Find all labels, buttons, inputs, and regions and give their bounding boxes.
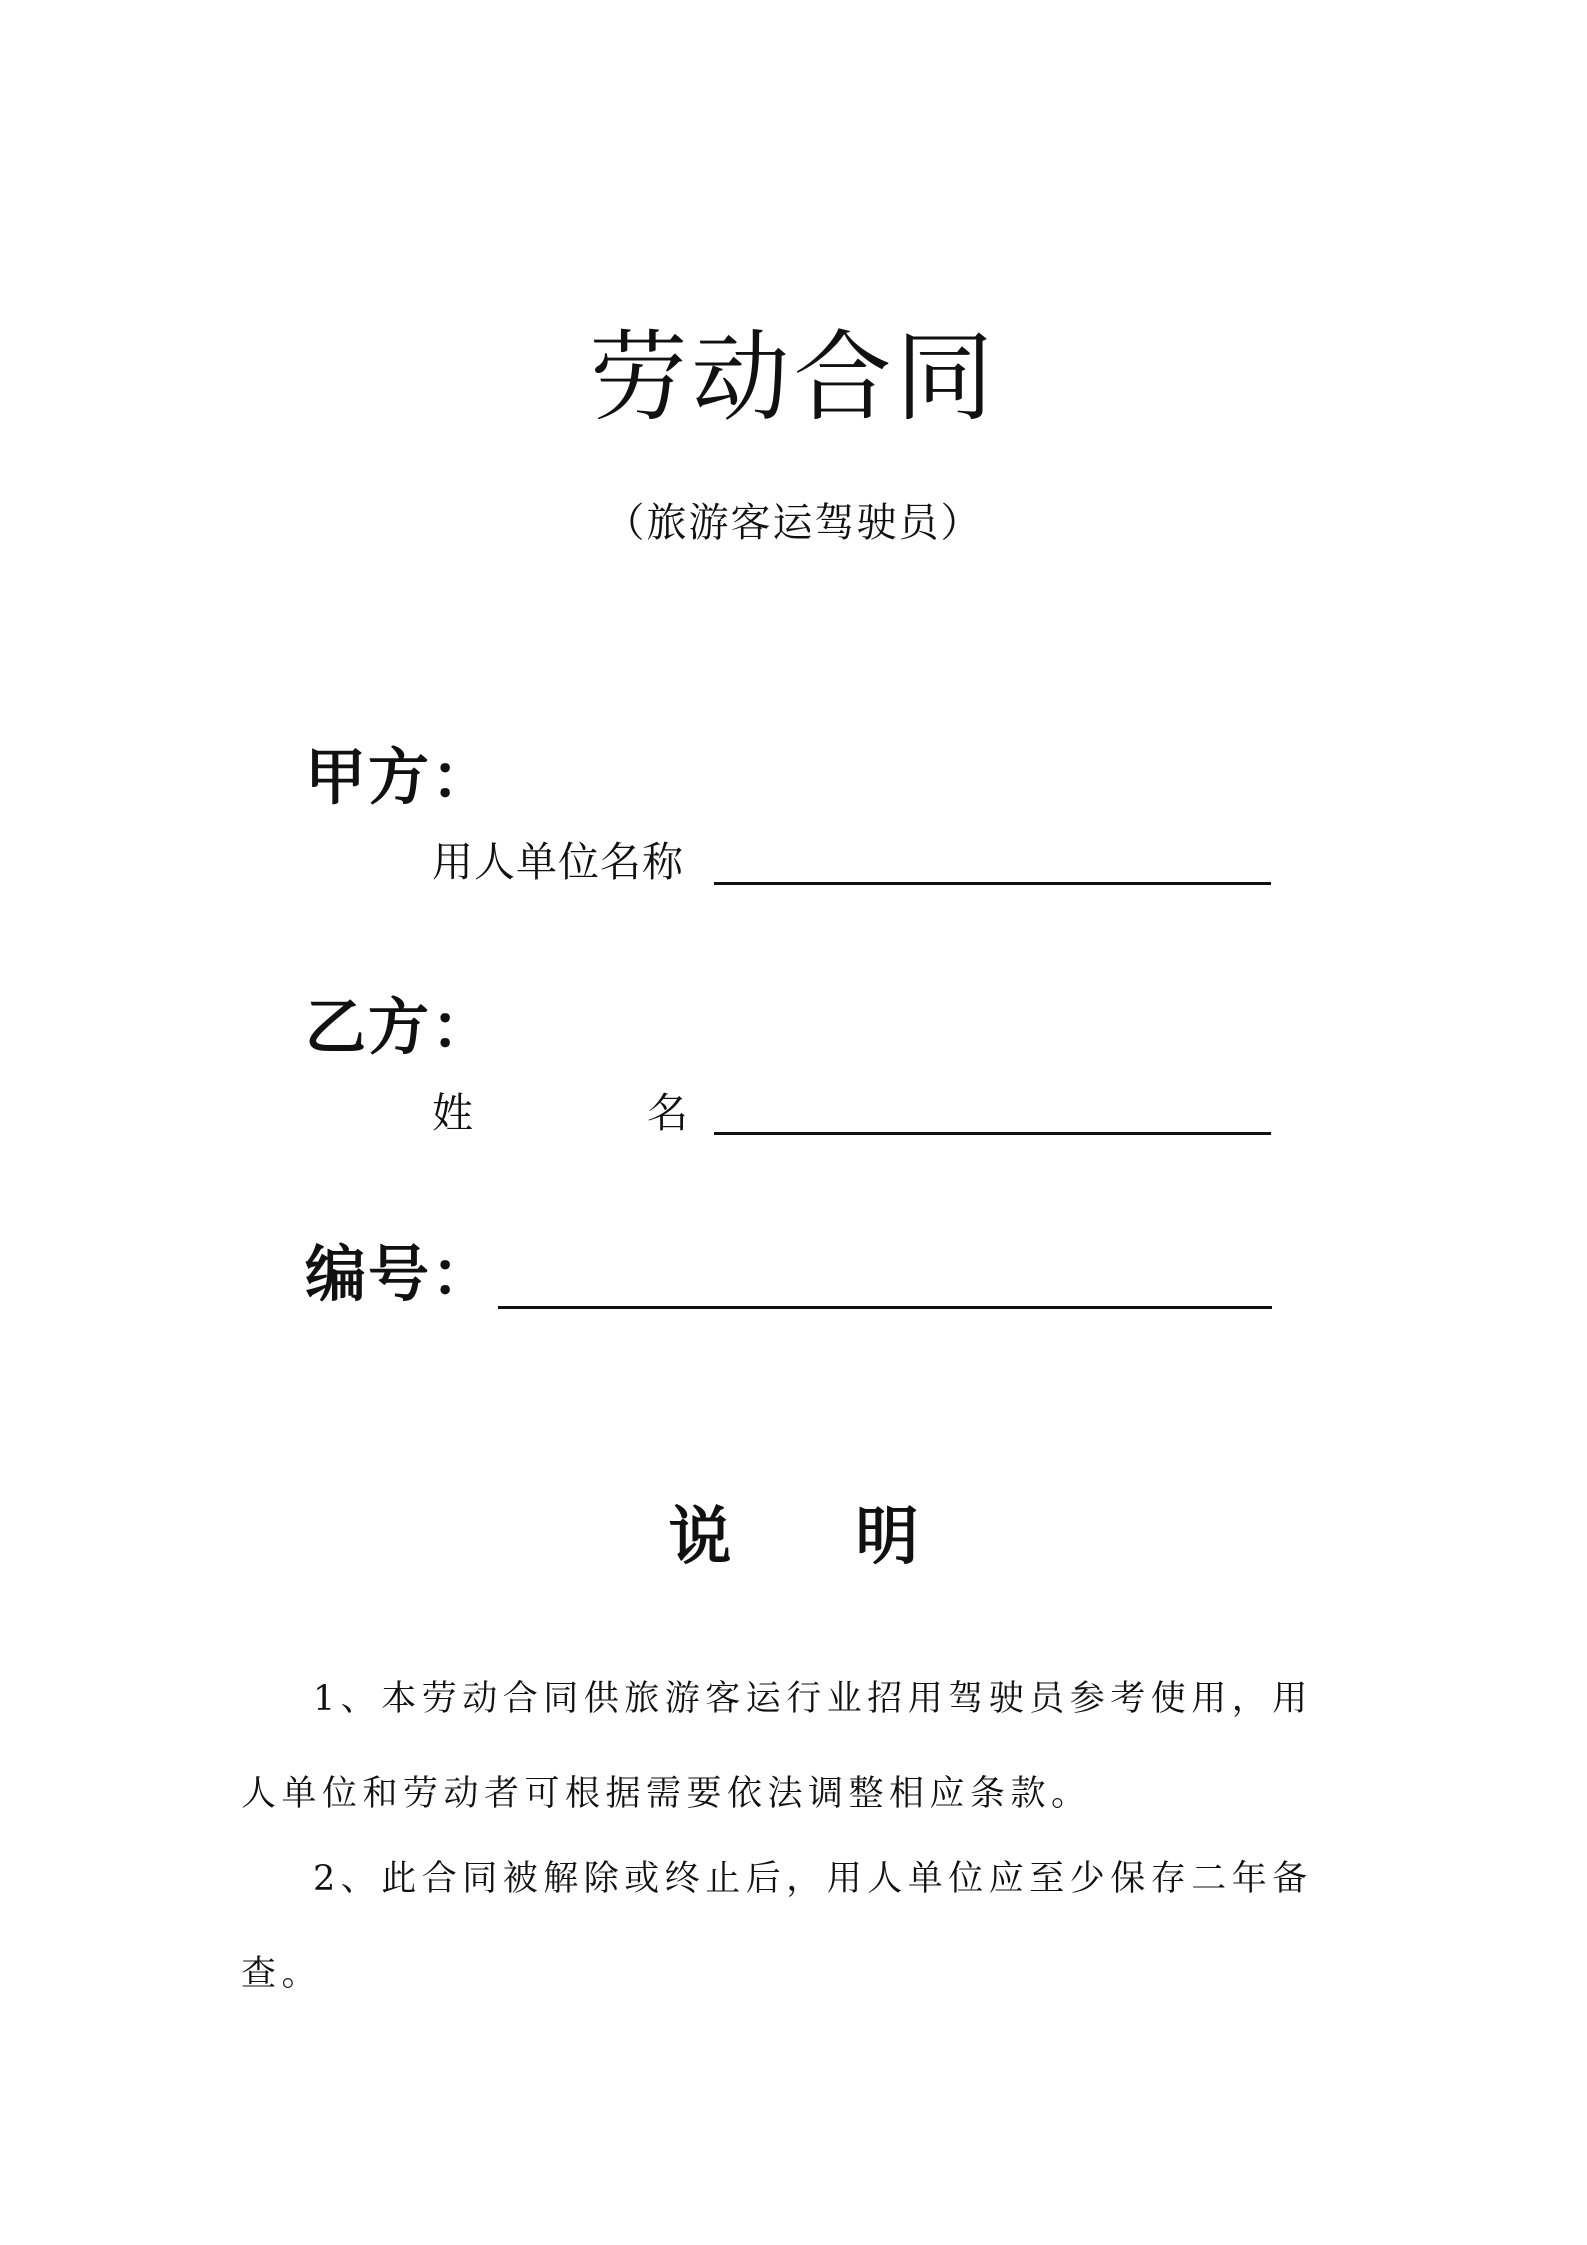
document-title: 劳动合同: [589, 321, 998, 435]
employer-name-blank[interactable]: [714, 882, 1271, 885]
notes-heading-char1: 说: [668, 1499, 732, 1573]
note-item-1: 1、本劳动合同供旅游客运行业招用驾驶员参考使用，用人单位和劳动者可根据需要依法调整相应条款。: [241, 1679, 1313, 1814]
document-subtitle: （旅游客运驾驶员）: [604, 500, 983, 546]
notes-heading: [0, 1496, 1587, 1576]
employee-name-label: [432, 1085, 688, 1141]
serial-number-heading: 编号：: [305, 1239, 495, 1310]
party-b-heading: 乙方：: [305, 992, 495, 1063]
employee-name-label-char2: 名: [647, 1089, 688, 1137]
note-item-2: 2、此合同被解除或终止后，用人单位应至少保存二年备查。: [241, 1859, 1313, 1994]
employer-name-label: 用人单位名称: [432, 838, 684, 886]
employee-name-blank[interactable]: [714, 1132, 1271, 1135]
serial-number-blank[interactable]: [498, 1306, 1272, 1309]
employee-name-label-char1: 姓: [432, 1089, 473, 1137]
notes-heading-char2: 明: [855, 1499, 919, 1573]
party-a-heading: 甲方：: [305, 742, 495, 813]
